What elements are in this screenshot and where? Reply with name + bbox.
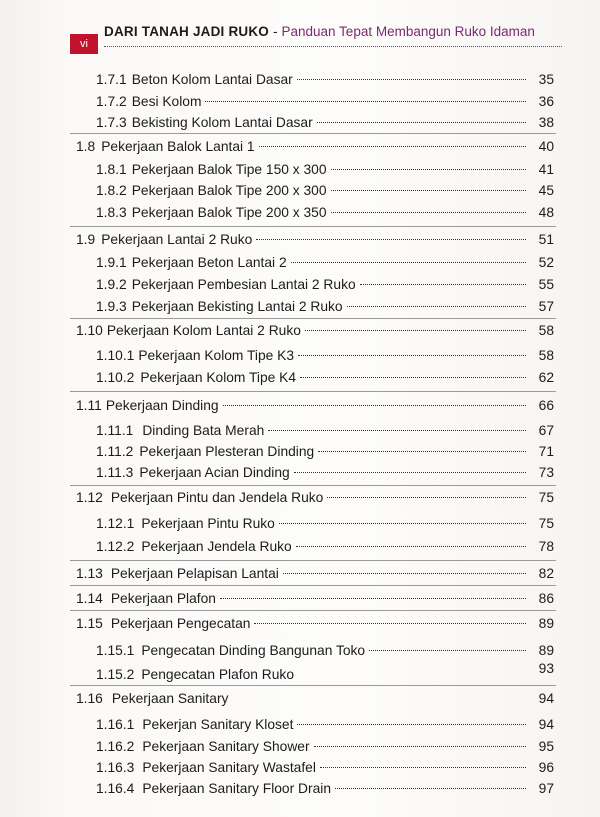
leader-dots <box>297 79 526 80</box>
leader-dots <box>223 405 526 406</box>
toc-entry-page: 94 <box>538 717 554 732</box>
toc-entry-title: Pekerjaan Lantai 2 Ruko <box>101 232 253 247</box>
toc-entry-title: Dinding Bata Merah <box>142 423 265 438</box>
toc-entry-number: 1.7.1 <box>96 72 127 87</box>
toc-entry-page: 93 <box>538 661 554 676</box>
section-divider <box>70 585 556 586</box>
toc-entry[interactable] <box>96 181 554 201</box>
toc-entry[interactable] <box>96 779 554 799</box>
leader-dots <box>259 146 526 147</box>
toc-entry-number: 1.16 <box>76 691 103 706</box>
leader-dots <box>320 767 526 768</box>
toc-entry-title: Pekerjaan Balok Lantai 1 <box>101 139 255 154</box>
leader-dots <box>331 212 526 213</box>
toc-entry[interactable] <box>96 514 554 534</box>
leader-dots <box>283 573 526 574</box>
toc-entry-number: 1.16.2 <box>96 739 135 754</box>
leader-dots <box>300 377 526 378</box>
section-divider <box>70 226 556 227</box>
section-divider <box>70 318 556 319</box>
page-number-badge: vi <box>70 34 98 54</box>
toc-entry[interactable] <box>96 113 554 133</box>
toc-entry[interactable] <box>96 92 554 112</box>
toc-entry-number: 1.9 <box>76 232 96 247</box>
leader-dots <box>369 650 526 651</box>
toc-entry-page: 97 <box>538 781 554 796</box>
section-divider <box>70 391 556 392</box>
toc-entry[interactable] <box>76 137 554 157</box>
leader-dots <box>296 546 526 547</box>
toc-entry[interactable] <box>76 614 554 634</box>
toc-entry-title: Pekerjaan Kolom Tipe K4 <box>140 370 297 385</box>
toc-entry-title: Pekerjaan Sanitary <box>111 691 229 706</box>
leader-dots <box>298 355 526 356</box>
toc-entry[interactable] <box>96 463 554 483</box>
toc-entry-title: Pekerjan Sanitary Kloset <box>142 717 294 732</box>
toc-entry-page: 67 <box>538 423 554 438</box>
leader-dots <box>279 523 526 524</box>
toc-entry-page: 75 <box>538 490 554 505</box>
toc-entry-number: 1.11.3 <box>96 465 134 480</box>
toc-entry-title: Pengecatan Dinding Bangunan Toko <box>141 643 366 658</box>
leader-dots <box>331 190 526 191</box>
toc-entry-number: 1.11 <box>76 398 102 413</box>
toc-entry-page: 71 <box>538 444 554 459</box>
toc-entry-page: 75 <box>538 516 554 531</box>
toc-entry-page: 66 <box>538 398 554 413</box>
leader-dots <box>232 698 526 699</box>
toc-entry[interactable] <box>96 442 554 462</box>
toc-entry[interactable] <box>96 661 554 685</box>
toc-entry-page: 89 <box>538 643 554 658</box>
toc-entry-number: 1.13 <box>76 566 103 581</box>
toc-entry-number: 1.16.1 <box>96 717 135 732</box>
title-separator: - <box>273 24 278 39</box>
toc-entry-title: Pekerjaan Pelapisan Lantai <box>110 566 279 581</box>
toc-entry[interactable] <box>96 346 554 366</box>
toc-entry-page: 89 <box>538 616 554 631</box>
toc-entry[interactable] <box>76 689 554 709</box>
toc-entry[interactable] <box>76 589 554 609</box>
toc-entry-title: Besi Kolom <box>131 94 202 109</box>
toc-entry-page: 55 <box>538 277 554 292</box>
toc-entry[interactable] <box>96 715 554 735</box>
toc-entry-number: 1.9.2 <box>96 277 127 292</box>
section-divider <box>70 560 556 561</box>
toc-entry-number: 1.15 <box>76 616 103 631</box>
leader-dots <box>291 262 526 263</box>
section-divider <box>70 610 556 611</box>
toc-entry-title: Pekerjaan Sanitary Wastafel <box>142 760 316 775</box>
toc-entry-page: 48 <box>538 205 554 220</box>
toc-entry[interactable] <box>96 253 554 273</box>
leader-dots <box>347 306 526 307</box>
leader-dots <box>331 169 526 170</box>
book-subtitle: Panduan Tepat Membangun Ruko Idaman <box>281 24 535 39</box>
toc-entry-title: Pekerjaan Beton Lantai 2 <box>131 255 287 270</box>
toc-entry-title: Pekerjaan Jendela Ruko <box>141 539 292 554</box>
leader-dots <box>360 284 526 285</box>
toc-entry-number: 1.16.3 <box>96 760 135 775</box>
toc-entry-page: 45 <box>538 183 554 198</box>
toc-entry[interactable] <box>96 737 554 757</box>
section-divider <box>70 485 556 486</box>
toc-entry-title: Pekerjaan Balok Tipe 150 x 300 <box>131 162 327 177</box>
toc-entry-page: 58 <box>538 323 554 338</box>
toc-entry[interactable] <box>96 758 554 778</box>
leader-dots <box>220 598 526 599</box>
toc-entry-title: Pekerjaan Pembesian Lantai 2 Ruko <box>131 277 356 292</box>
leader-dots <box>205 101 526 102</box>
toc-entry-page: 57 <box>538 299 554 314</box>
toc-entry-title: Beton Kolom Lantai Dasar <box>131 72 293 87</box>
leader-dots <box>256 239 526 240</box>
toc-entry-number: 1.10 <box>76 323 103 338</box>
toc-entry-page: 38 <box>538 115 554 130</box>
toc-entry-title: Pekerjaan Kolom Lantai 2 Ruko <box>106 323 301 338</box>
toc-entry-page: 62 <box>538 370 554 385</box>
book-title: DARI TANAH JADI RUKO <box>104 24 269 39</box>
toc-entry-number: 1.8.3 <box>96 205 127 220</box>
leader-dots <box>305 330 526 331</box>
toc-entry[interactable] <box>96 203 554 223</box>
toc-entry-number: 1.12 <box>76 490 103 505</box>
toc-entry-title: Pekerjaan Dinding <box>105 398 219 413</box>
toc-entry-title: Pekerjaan Plesteran Dinding <box>139 444 315 459</box>
toc-entry[interactable] <box>76 396 554 416</box>
toc-entry-page: 96 <box>538 760 554 775</box>
toc-entry[interactable] <box>76 230 554 250</box>
toc-entry-title: Pekerjaan Kolom Tipe K3 <box>138 348 295 363</box>
toc-entry-page: 86 <box>538 591 554 606</box>
toc-entry[interactable] <box>96 160 554 180</box>
toc-entry-page: 40 <box>538 139 554 154</box>
toc-entry-number: 1.9.1 <box>96 255 127 270</box>
toc-entry-page: 51 <box>538 232 554 247</box>
toc-entry-title: Pengecatan Plafon Ruko <box>141 667 295 682</box>
leader-dots <box>327 497 526 498</box>
toc-entry[interactable] <box>76 564 554 584</box>
toc-entry-number: 1.8 <box>76 139 96 154</box>
leader-dots <box>314 746 526 747</box>
toc-entry-page: 36 <box>538 94 554 109</box>
toc-entry-number: 1.16.4 <box>96 781 135 796</box>
toc-entry-number: 1.14 <box>76 591 103 606</box>
leader-dots <box>268 430 526 431</box>
toc-entry-number: 1.15.1 <box>96 643 135 658</box>
leader-dots <box>298 674 526 675</box>
toc-entry-title: Pekerjaan Sanitary Floor Drain <box>142 781 332 796</box>
toc-entry-title: Pekerjaan Pintu Ruko <box>141 516 275 531</box>
leader-dots <box>254 623 526 624</box>
section-divider <box>70 133 556 134</box>
toc-entry-title: Pekerjaan Pintu dan Jendela Ruko <box>110 490 324 505</box>
toc-entry[interactable] <box>76 488 554 508</box>
toc-entry-title: Pekerjaan Acian Dinding <box>139 465 290 480</box>
leader-dots <box>317 122 526 123</box>
toc-entry[interactable] <box>96 421 554 441</box>
toc-entry-title: Pekerjaan Sanitary Shower <box>142 739 310 754</box>
toc-entry-title: Bekisting Kolom Lantai Dasar <box>131 115 313 130</box>
toc-entry[interactable] <box>96 70 554 90</box>
toc-entry-number: 1.11.1 <box>96 423 134 438</box>
toc-entry-number: 1.8.2 <box>96 183 127 198</box>
leader-dots <box>318 451 526 452</box>
toc-entry-page: 52 <box>538 255 554 270</box>
toc-entry-page: 35 <box>538 72 554 87</box>
toc-entry-number: 1.10.2 <box>96 370 135 385</box>
toc-entry[interactable] <box>96 641 554 661</box>
section-divider <box>70 685 556 686</box>
leader-dots <box>335 788 526 789</box>
toc-entry-page: 82 <box>538 566 554 581</box>
toc-entry-number: 1.7.2 <box>96 94 127 109</box>
toc-entry[interactable] <box>96 275 554 295</box>
toc-entry-page: 73 <box>538 465 554 480</box>
toc-entry-number: 1.15.2 <box>96 667 135 682</box>
toc-entry[interactable] <box>96 537 554 557</box>
toc-entry-number: 1.9.3 <box>96 299 127 314</box>
toc-entry-page: 58 <box>538 348 554 363</box>
toc-entry-number: 1.11.2 <box>96 444 134 459</box>
toc-entry-number: 1.8.1 <box>96 162 127 177</box>
toc-entry[interactable] <box>96 297 554 317</box>
toc-entry-title: Pekerjaan Pengecatan <box>110 616 251 631</box>
toc-entry-number: 1.10.1 <box>96 348 135 363</box>
toc-entry-number: 1.12.1 <box>96 516 135 531</box>
toc-entry-page: 78 <box>538 539 554 554</box>
toc-entry-page: 94 <box>538 691 554 706</box>
toc-entry-title: Pekerjaan Balok Tipe 200 x 300 <box>131 183 327 198</box>
toc-entry-title: Pekerjaan Plafon <box>110 591 216 606</box>
toc-entry-title: Pekerjaan Balok Tipe 200 x 350 <box>131 205 327 220</box>
toc-entry[interactable] <box>76 321 554 341</box>
toc-entry-page: 95 <box>538 739 554 754</box>
leader-dots <box>294 472 526 473</box>
toc-entry-number: 1.12.2 <box>96 539 135 554</box>
toc-entry[interactable] <box>96 368 554 388</box>
toc-entry-title: Pekerjaan Bekisting Lantai 2 Ruko <box>131 299 343 314</box>
toc-entry-page: 41 <box>538 162 554 177</box>
toc-entry-number: 1.7.3 <box>96 115 127 130</box>
leader-dots <box>297 724 526 725</box>
